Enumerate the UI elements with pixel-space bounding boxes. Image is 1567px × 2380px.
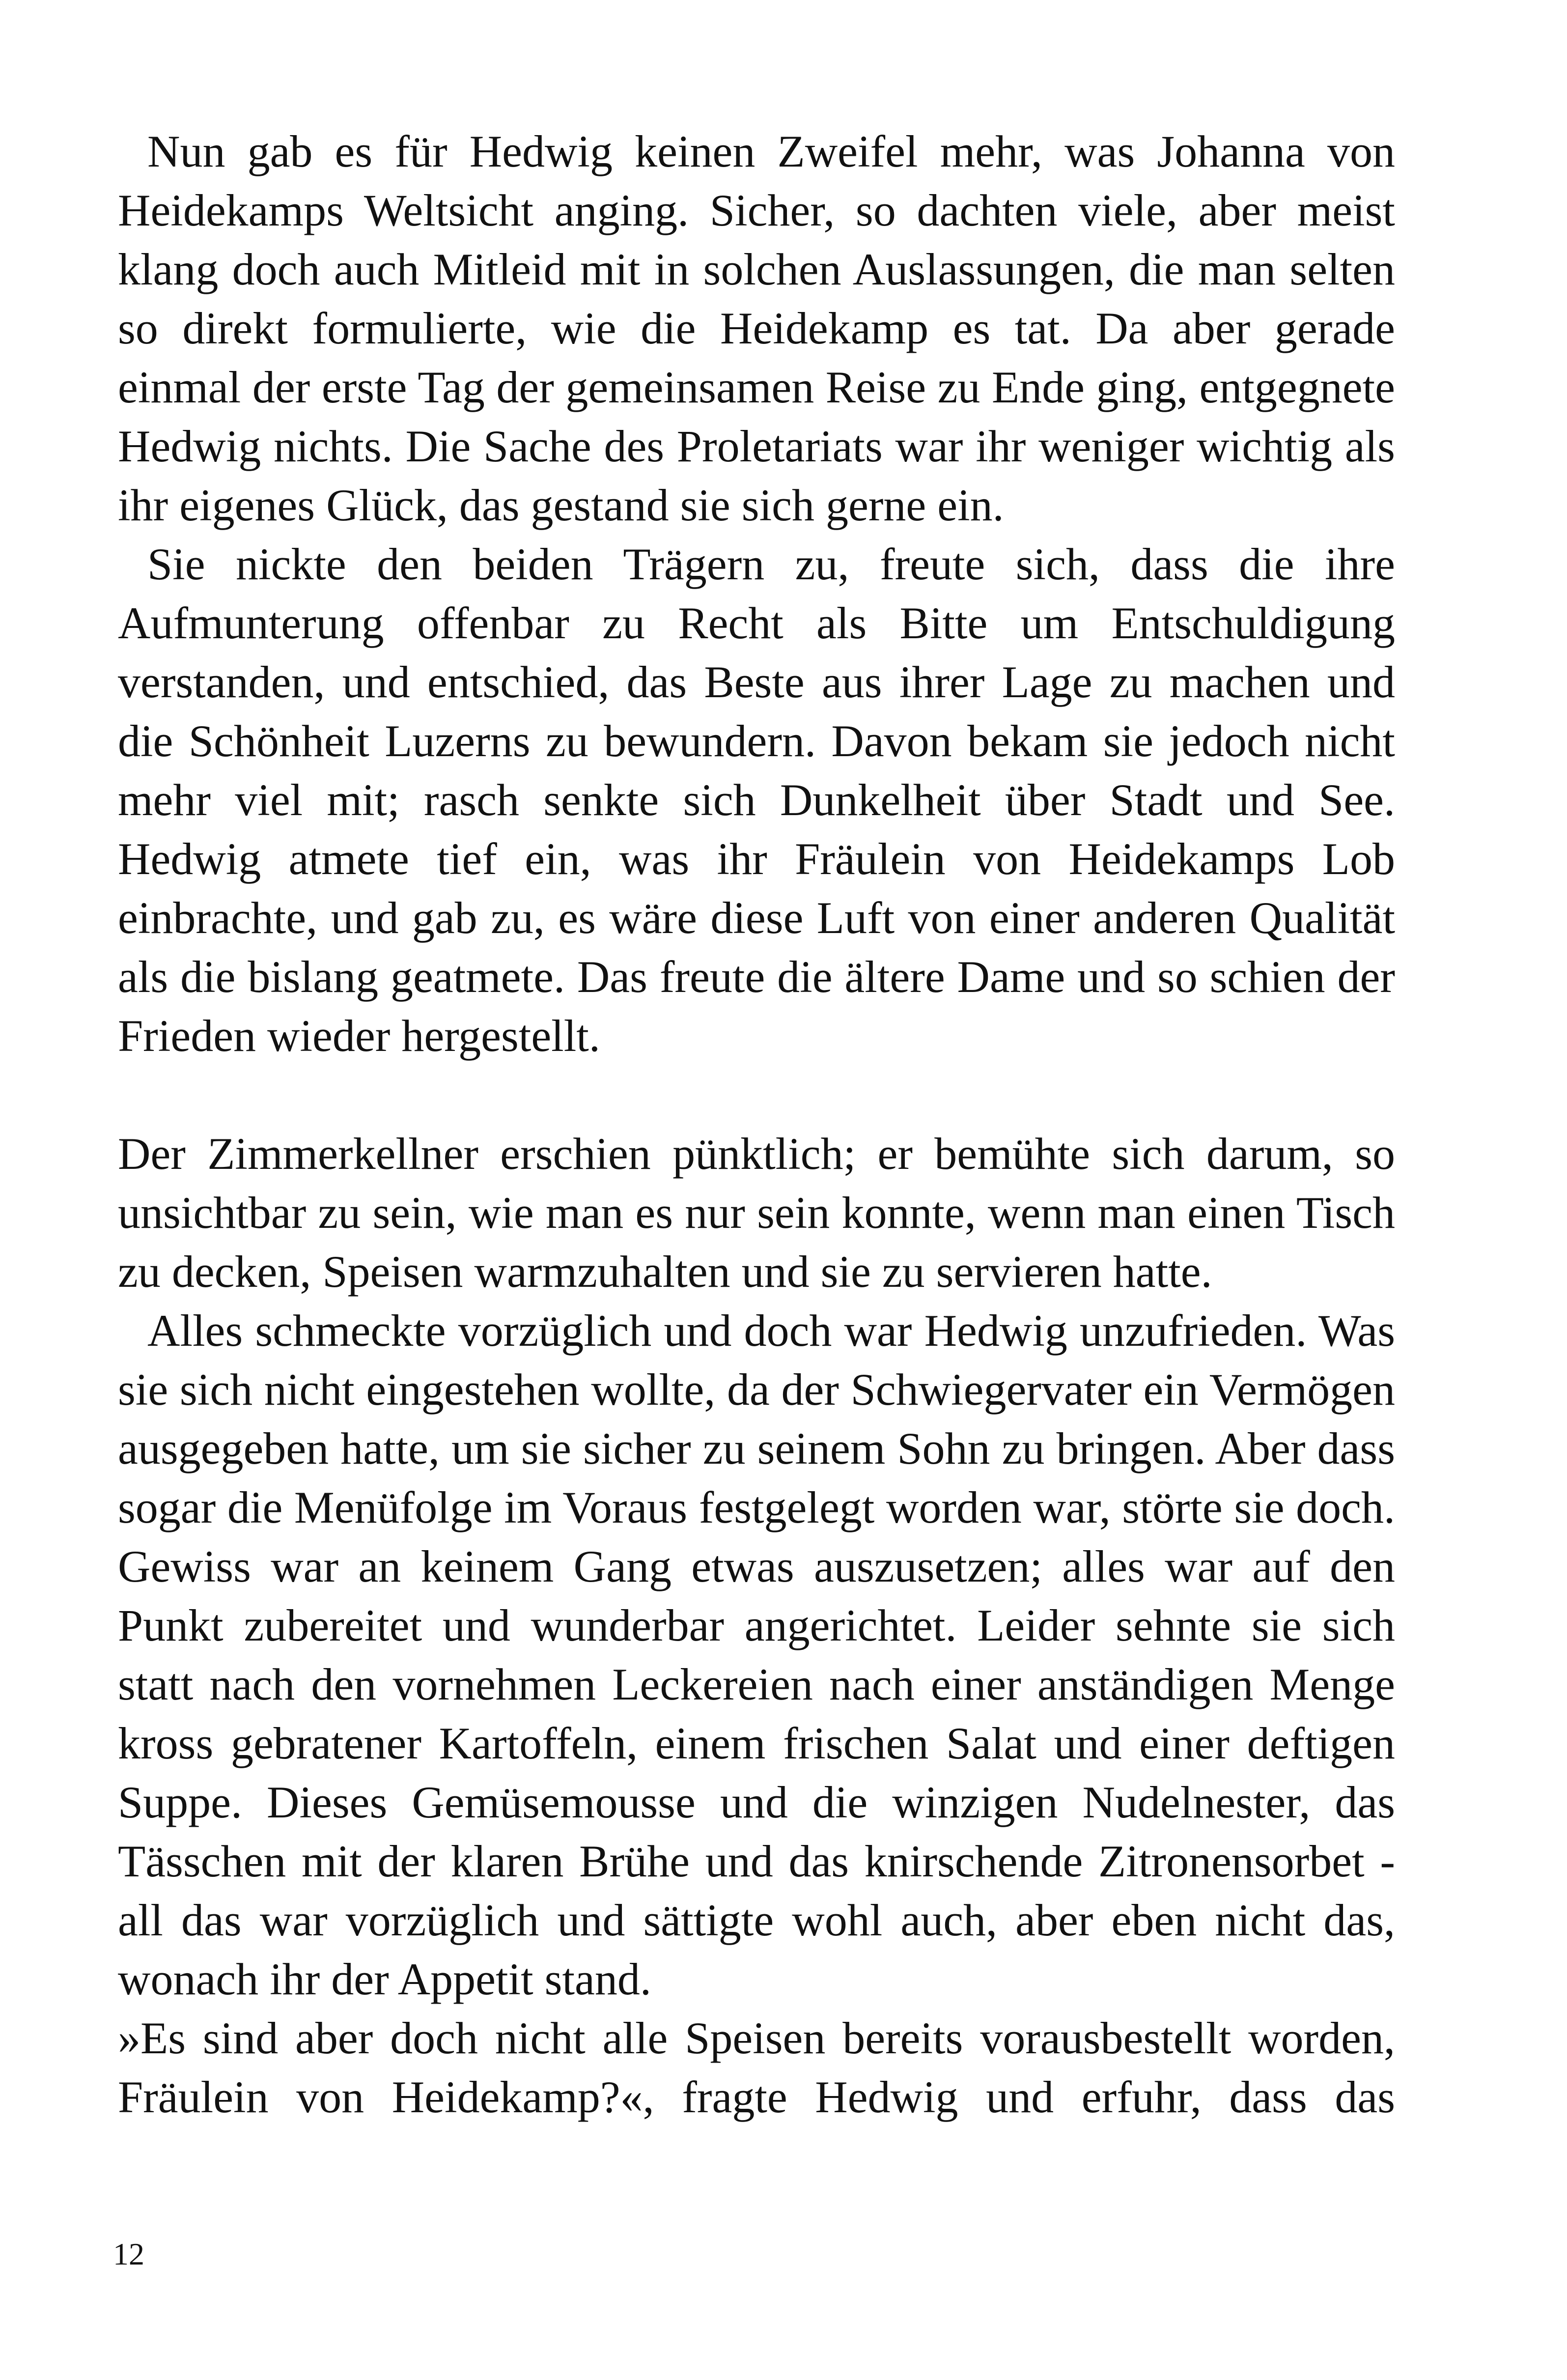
paragraph-2: Sie nickte den beiden Trägern zu, freute sich, dass die ihre Aufmunterung offenbar zu Recht als Bitte um Entschuldigung verstanden, und entschied, das Beste aus ihrer Lage zu machen und die Schönheit Luzerns zu bewundern. Davon bekam sie jedoch nicht mehr viel mit; rasch senkte sich Dunkelheit über Stadt und See. Hedwig atmete tief ein, was ihr Fräulein von Heidekamps Lob einbrachte, und gab zu, es wäre diese Luft von einer anderen Qualität als die bislang geatmete. Das freute die ältere Dame und so schien der Frieden wieder hergestellt. <box>118 539 1395 1061</box>
page-number: 12 <box>113 2237 144 2271</box>
paragraph-5: »Es sind aber doch nicht alle Speisen bereits vorausbestellt worden, Fräulein von Heidekamp?«, fragte Hedwig und erfuhr, dass das <box>118 2013 1395 2122</box>
paragraph-1: Nun gab es für Hedwig keinen Zweifel mehr, was Johanna von Heidekamps Weltsicht anging. Sicher, so dachten viele, aber meist klang doch auch Mitleid mit in solchen Auslassungen, die man selten so direkt formulierte, wie die Heidekamp es tat. Da aber gerade einmal der erste Tag der gemeinsamen Reise zu Ende ging, entgegnete Hedwig nichts. Die Sache des Proletariats war ihr weniger wichtig als ihr eigenes Glück, das gestand sie sich gerne ein. <box>118 126 1395 530</box>
paragraph-3: Der Zimmerkellner erschien pünktlich; er bemühte sich darum, so unsichtbar zu sein, wie man es nur sein konnte, wenn man einen Tisch zu decken, Speisen warmzuhalten und sie zu servieren hatte. <box>118 1129 1395 1297</box>
body-text <box>118 122 1395 2126</box>
section-break <box>118 1065 1395 1124</box>
paragraph-4: Alles schmeckte vorzüglich und doch war Hedwig unzufrieden. Was sie sich nicht eingestehen wollte, da der Schwiegervater ein Vermögen ausgegeben hatte, um sie sicher zu seinem Sohn zu bringen. Aber dass sogar die Menüfolge im Voraus festgelegt worden war, störte sie doch. Gewiss war an keinem Gang etwas auszusetzen; alles war auf den Punkt zubereitet und wunderbar angerichtet. Leider sehnte sie sich statt nach den vornehmen Leckereien nach einer anständigen Menge kross gebratener Kartoffeln, einem frischen Salat und einer deftigen Suppe. Dieses Gemüsemousse und die winzigen Nudelnester, das Tässchen mit der klaren Brühe und das knirschende Zitronensorbet - all das war vorzüglich und sättigte wohl auch, aber eben nicht das, wonach ihr der Appetit stand. <box>118 1305 1395 2004</box>
